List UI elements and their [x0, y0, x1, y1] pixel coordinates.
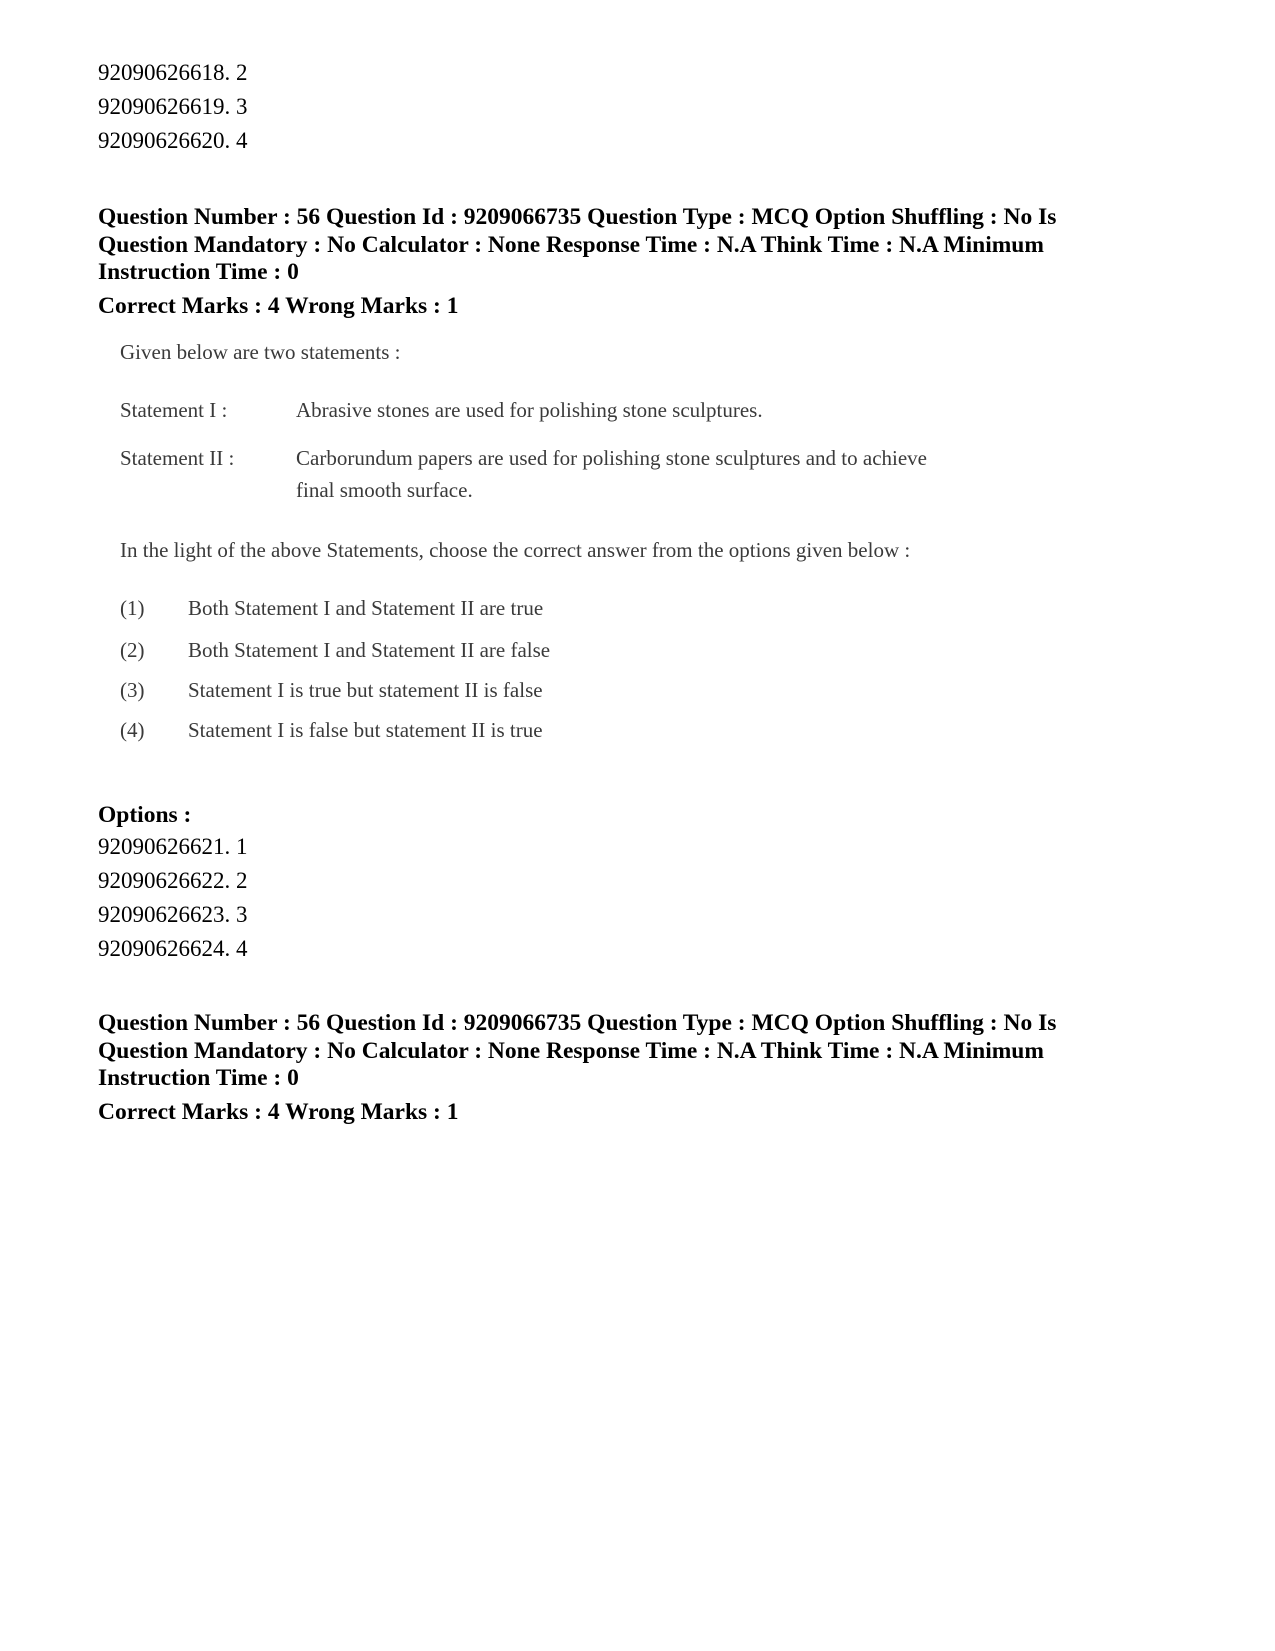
question-meta — [98, 204, 1198, 287]
statement-1-label: Statement I : — [120, 398, 228, 422]
option-line: 92090626621. 1 — [98, 834, 248, 859]
question-meta-line: Question Mandatory : No Calculator : None Response Time : N.A Think Time : N.A Minimum — [98, 231, 1044, 258]
question-marks: Correct Marks : 4 Wrong Marks : 1 — [98, 293, 459, 319]
question-marks: Correct Marks : 4 Wrong Marks : 1 — [98, 1099, 459, 1125]
option-line: 92090626623. 3 — [98, 902, 248, 927]
question-meta-line: Question Number : 56 Question Id : 9209066735 Question Type : MCQ Option Shuffling : No Is — [98, 1010, 1057, 1036]
choice-number: (4) — [120, 718, 145, 742]
prev-option-line: 92090626620. 4 — [98, 128, 248, 153]
question-meta-line: Instruction Time : 0 — [98, 259, 299, 285]
question-instruction: In the light of the above Statements, choose the correct answer from the options given below : — [120, 538, 911, 562]
prev-option-line: 92090626618. 2 — [98, 60, 248, 85]
statement-1-text: Abrasive stones are used for polishing stone sculptures. — [296, 398, 763, 422]
prev-option-line: 92090626619. 3 — [98, 94, 248, 119]
choice-text: Statement I is true but statement II is false — [188, 678, 543, 702]
choice-text: Both Statement I and Statement II are false — [188, 638, 551, 662]
options-label: Options : — [98, 802, 192, 828]
option-line: 92090626624. 4 — [98, 936, 248, 961]
question-meta — [98, 1010, 1198, 1093]
choice-number: (3) — [120, 678, 145, 702]
choice-text: Both Statement I and Statement II are true — [188, 596, 544, 620]
choice-number: (1) — [120, 596, 145, 620]
statement-2-label: Statement II : — [120, 446, 235, 470]
question-meta-line: Instruction Time : 0 — [98, 1065, 299, 1091]
question-intro: Given below are two statements : — [120, 340, 401, 364]
question-meta-line: Question Mandatory : No Calculator : None Response Time : N.A Think Time : N.A Minimum — [98, 1037, 1044, 1064]
choice-text: Statement I is false but statement II is true — [188, 718, 543, 742]
statement-2-text: Carborundum papers are used for polishing stone sculptures and to achieve — [296, 446, 927, 470]
statement-2-text: final smooth surface. — [296, 478, 473, 502]
choice-number: (2) — [120, 638, 145, 662]
question-body — [98, 340, 1098, 780]
question-meta-line: Question Number : 56 Question Id : 9209066735 Question Type : MCQ Option Shuffling : No Is — [98, 204, 1057, 230]
option-line: 92090626622. 2 — [98, 868, 248, 893]
